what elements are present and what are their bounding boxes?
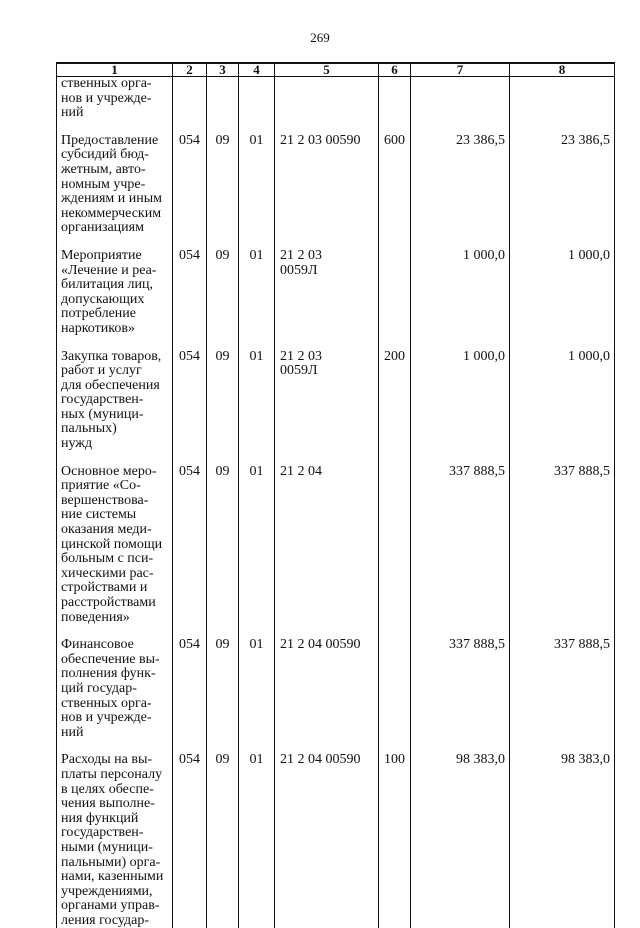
spacer-cell [173,236,207,249]
ministry-code: 054 [173,249,207,337]
spacer-cell [239,121,275,134]
expense-type-code: 600 [379,134,411,236]
item-name: ственных орга- нов и учрежде- ний [57,77,173,121]
item-name: Финансовое обеспечение вы- полнения функ- ций государ- ственных орга- нов и учрежде- ний [57,638,173,740]
amount-year-1 [411,77,510,121]
spacer-cell [379,337,411,350]
table-row [57,350,615,452]
spacer-cell [57,337,173,350]
target-article-code: 21 2 03 0059Л [275,350,379,452]
amount-year-2 [510,77,615,121]
spacer-cell [379,452,411,465]
table-row [57,465,615,626]
table-row [57,249,615,337]
ministry-code: 054 [173,638,207,740]
table-header [57,63,615,77]
amount-year-1: 337 888,5 [411,638,510,740]
expense-type-code [379,77,411,121]
ministry-code: 054 [173,753,207,928]
spacer-cell [173,452,207,465]
table-row [57,77,615,121]
row-spacer [57,121,615,134]
column-header: 4 [239,63,275,77]
ministry-code: 054 [173,350,207,452]
table-row [57,753,615,928]
target-article-code: 21 2 04 [275,465,379,626]
item-name: Расходы на вы- платы персоналу в целях обеспе- чения выполне- ния функций государствен- ными (муници- пальными) орга- нами, казенными учреждениями, органами управ- ления государ- [57,753,173,928]
spacer-cell [57,236,173,249]
column-header: 3 [207,63,239,77]
section-code [207,77,239,121]
table-row [57,134,615,236]
section-code: 09 [207,134,239,236]
column-header: 1 [57,63,173,77]
target-article-code: 21 2 04 00590 [275,638,379,740]
spacer-cell [239,452,275,465]
subsection-code [239,77,275,121]
section-code: 09 [207,638,239,740]
spacer-cell [411,236,510,249]
amount-year-2: 337 888,5 [510,465,615,626]
spacer-cell [379,625,411,638]
subsection-code: 01 [239,753,275,928]
amount-year-1: 98 383,0 [411,753,510,928]
expense-type-code [379,465,411,626]
spacer-cell [173,337,207,350]
spacer-cell [173,121,207,134]
subsection-code: 01 [239,350,275,452]
item-name: Предоставление субсидий бюд- жетным, авто- номным учре- ждениям и иным некоммерческим организациям [57,134,173,236]
subsection-code: 01 [239,465,275,626]
page-number: 269 [0,30,640,46]
spacer-cell [510,337,615,350]
target-article-code: 21 2 03 0059Л [275,249,379,337]
row-spacer [57,337,615,350]
spacer-cell [379,121,411,134]
subsection-code: 01 [239,638,275,740]
section-code: 09 [207,465,239,626]
ministry-code: 054 [173,134,207,236]
target-article-code: 21 2 03 00590 [275,134,379,236]
column-header: 7 [411,63,510,77]
spacer-cell [411,121,510,134]
section-code: 09 [207,350,239,452]
spacer-cell [275,452,379,465]
amount-year-1: 1 000,0 [411,350,510,452]
row-spacer [57,452,615,465]
ministry-code: 054 [173,465,207,626]
amount-year-1: 1 000,0 [411,249,510,337]
item-name: Основное меро- приятие «Со- вершенствова- ние системы оказания меди- цинской помощи больным с пси- хическими рас- стройствами и расстройствами поведения» [57,465,173,626]
spacer-cell [239,236,275,249]
expense-type-code: 100 [379,753,411,928]
column-header: 6 [379,63,411,77]
spacer-cell [207,121,239,134]
amount-year-2: 1 000,0 [510,350,615,452]
section-code: 09 [207,249,239,337]
column-header: 8 [510,63,615,77]
amount-year-2: 98 383,0 [510,753,615,928]
amount-year-1: 23 386,5 [411,134,510,236]
spacer-cell [275,121,379,134]
subsection-code: 01 [239,249,275,337]
spacer-cell [207,452,239,465]
spacer-cell [275,236,379,249]
ministry-code [173,77,207,121]
row-spacer [57,236,615,249]
expense-type-code: 200 [379,350,411,452]
spacer-cell [207,337,239,350]
column-header: 5 [275,63,379,77]
amount-year-1: 337 888,5 [411,465,510,626]
spacer-cell [239,337,275,350]
spacer-cell [411,452,510,465]
section-code: 09 [207,753,239,928]
spacer-cell [510,236,615,249]
spacer-cell [510,452,615,465]
spacer-cell [411,337,510,350]
target-article-code: 21 2 04 00590 [275,753,379,928]
amount-year-2: 337 888,5 [510,638,615,740]
target-article-code [275,77,379,121]
table-row [57,638,615,740]
expense-type-code [379,249,411,337]
spacer-cell [57,121,173,134]
budget-table [56,62,615,928]
amount-year-2: 1 000,0 [510,249,615,337]
expense-type-code [379,638,411,740]
subsection-code: 01 [239,134,275,236]
spacer-cell [510,121,615,134]
column-header: 2 [173,63,207,77]
table-body [57,77,615,928]
spacer-cell [57,452,173,465]
spacer-cell [379,236,411,249]
item-name: Мероприятие «Лечение и реа- билитация лиц, допускающих потребление наркотиков» [57,249,173,337]
spacer-cell [207,236,239,249]
amount-year-2: 23 386,5 [510,134,615,236]
item-name: Закупка товаров, работ и услуг для обеспечения государствен- ных (муници- пальных) нужд [57,350,173,452]
spacer-cell [275,337,379,350]
